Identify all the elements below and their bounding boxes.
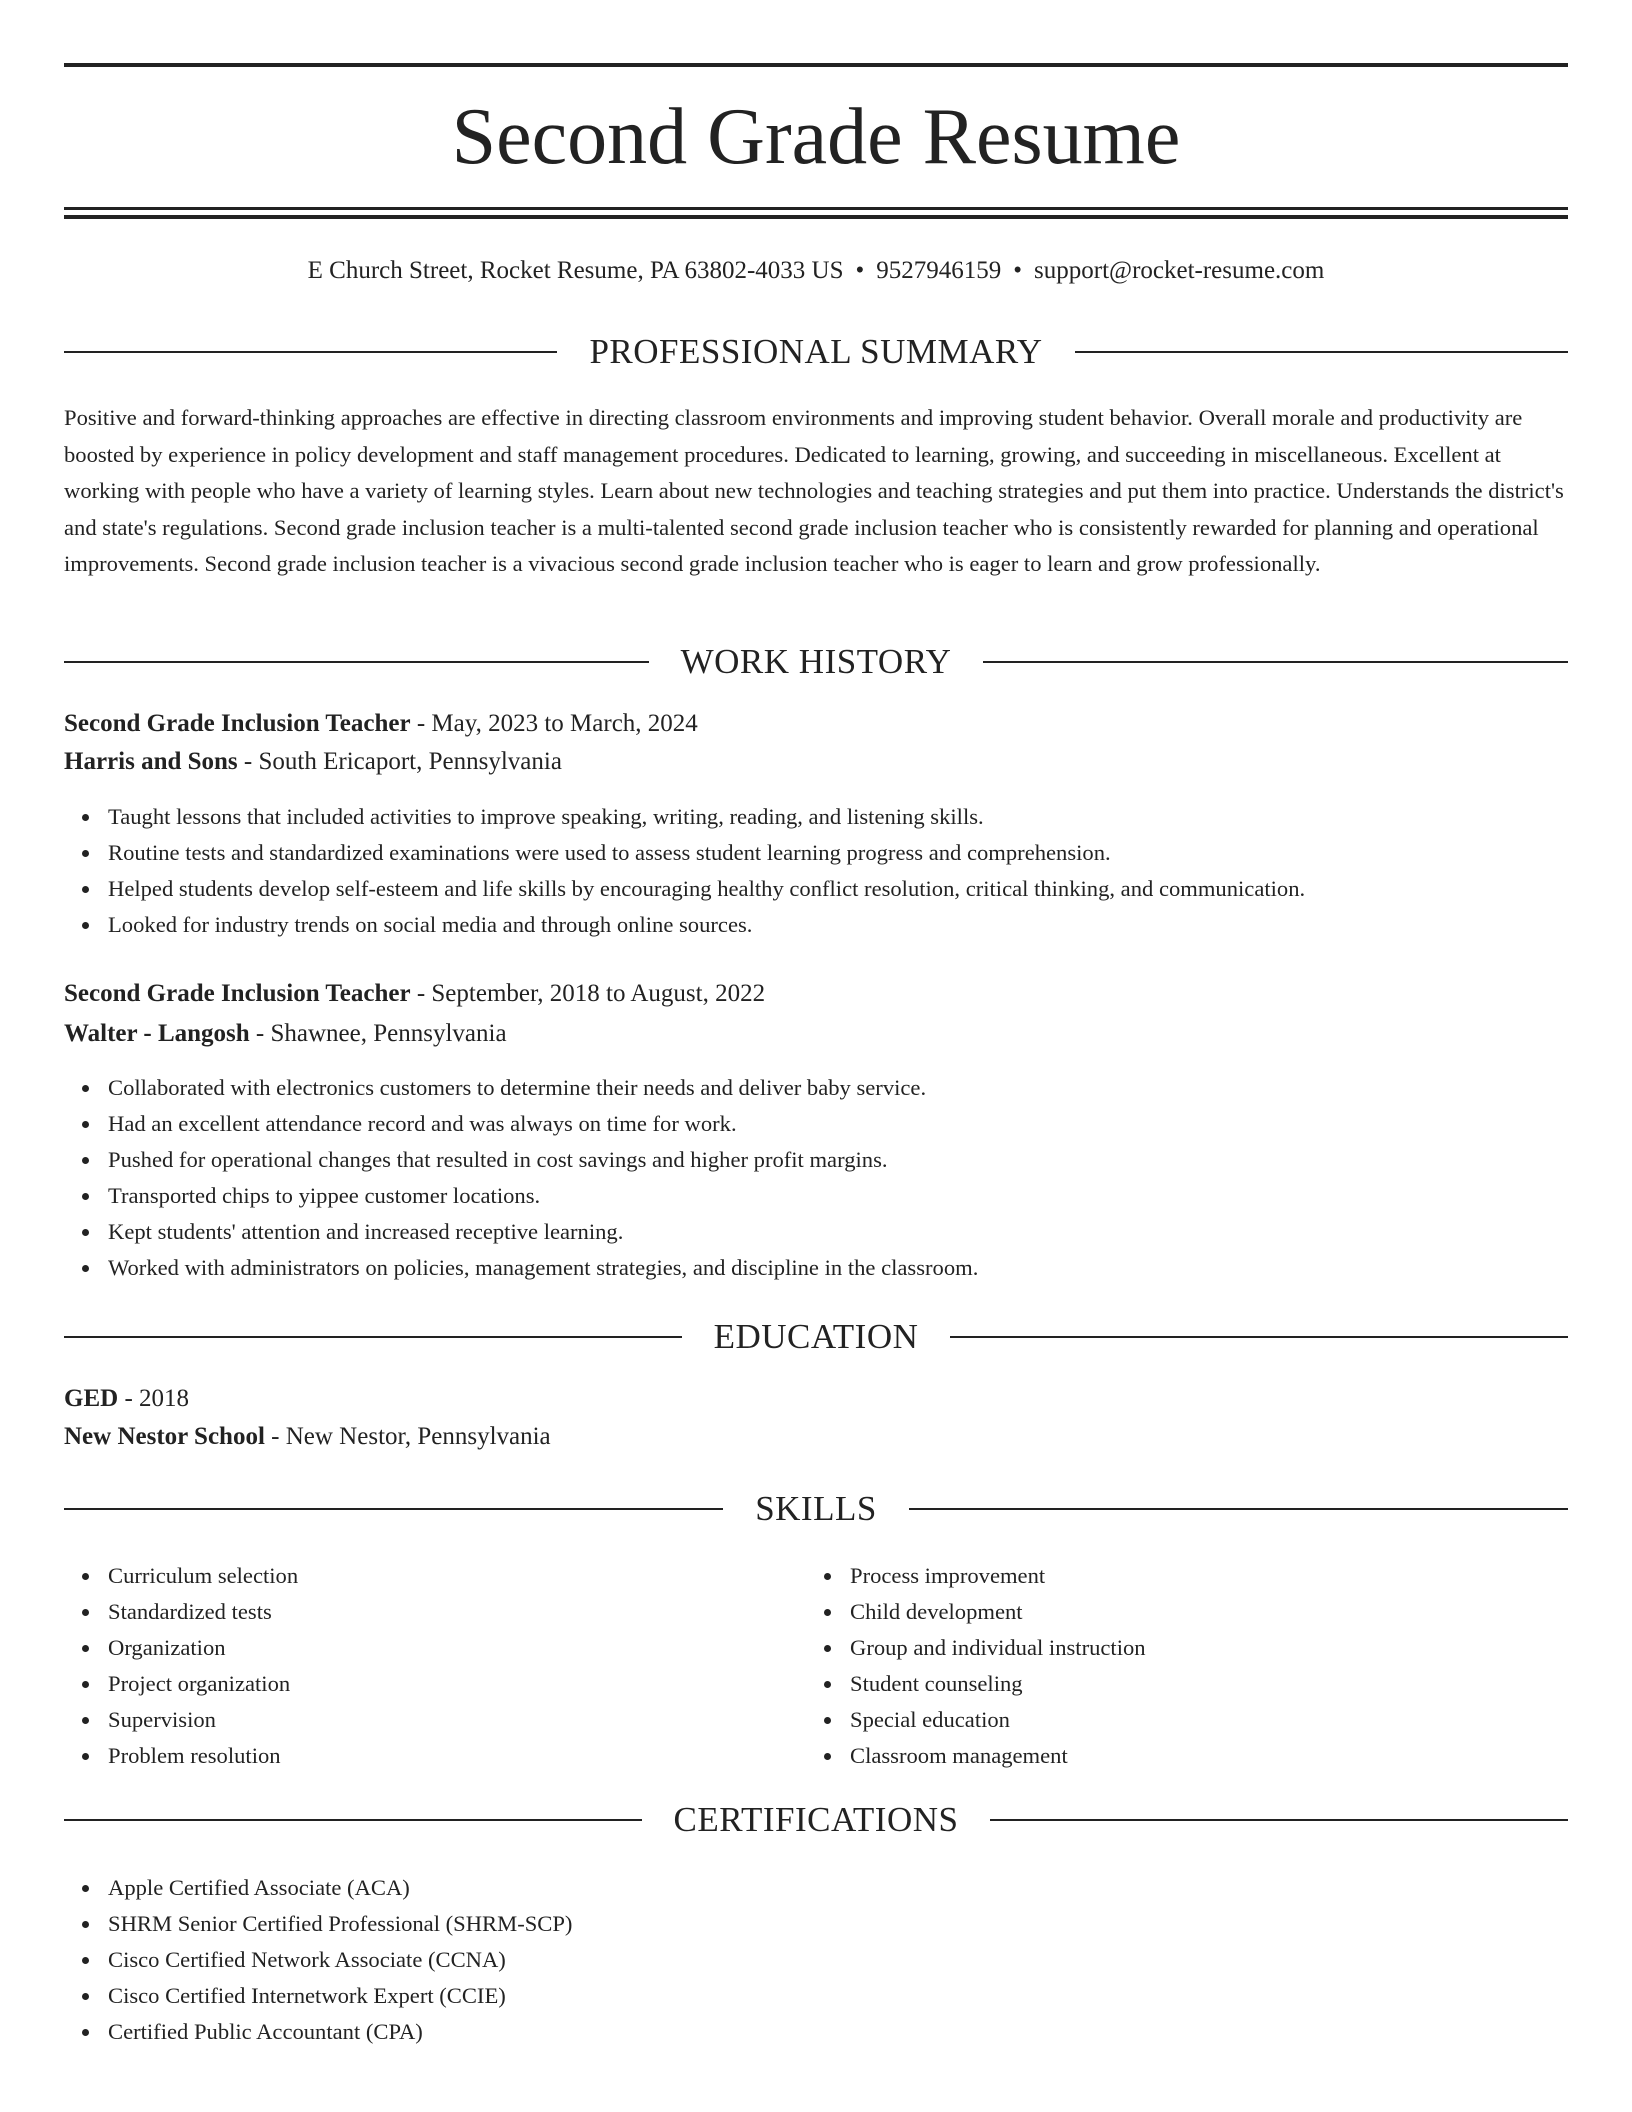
skill-item: Problem resolution [108, 1738, 298, 1774]
heading-rule [1075, 351, 1568, 353]
certifications-heading [64, 1798, 1568, 1842]
job-location: - Shawnee, Pennsylvania [249, 1020, 507, 1047]
resume-title: Second Grade Resume [451, 93, 1181, 181]
summary-heading-text: PROFESSIONAL SUMMARY [589, 332, 1043, 371]
skill-item: Student counseling [850, 1666, 1146, 1702]
list-item: Pushed for operational changes that resulted in cost savings and higher profit margins. [108, 1142, 978, 1178]
heading-rule [983, 661, 1568, 663]
contact-phone: 9527946159 [876, 257, 1002, 284]
school-location: - New Nestor, Pennsylvania [264, 1423, 551, 1450]
contact-address: E Church Street, Rocket Resume, PA 63802-4033 US [307, 257, 844, 284]
skill-item: Special education [850, 1702, 1146, 1738]
certification-item: Certified Public Accountant (CPA) [108, 2014, 572, 2050]
job-title: Second Grade Inclusion Teacher [64, 710, 411, 737]
job-employer-line [64, 1016, 1568, 1052]
contact-email: support@rocket-resume.com [1034, 257, 1325, 284]
skill-item: Organization [108, 1630, 298, 1666]
skills-list-left [64, 1558, 298, 1774]
school-name: New Nestor School [64, 1423, 265, 1450]
skill-item: Group and individual instruction [850, 1630, 1146, 1666]
work-heading-text: WORK HISTORY [680, 642, 952, 681]
heading-rule [64, 351, 557, 353]
work-heading [64, 640, 1568, 684]
contact-separator: • [855, 257, 865, 284]
skill-item: Standardized tests [108, 1594, 298, 1630]
job-title-line [64, 706, 1568, 742]
list-item: Worked with administrators on policies, management strategies, and discipline in the classroom. [108, 1250, 978, 1286]
education-heading-text: EDUCATION [713, 1317, 919, 1356]
list-item: Transported chips to yippee customer locations. [108, 1178, 978, 1214]
contact-separator: • [1013, 257, 1023, 284]
school-line [64, 1419, 1568, 1455]
header-bottom-rule-double [64, 215, 1568, 219]
degree: GED [64, 1385, 119, 1412]
job-bullets [64, 1070, 978, 1286]
heading-rule [909, 1508, 1568, 1510]
list-item: Looked for industry trends on social media and through online sources. [108, 907, 1305, 943]
list-item: Routine tests and standardized examinations were used to assess student learning progress and comprehension. [108, 835, 1305, 871]
list-item: Helped students develop self-esteem and life skills by encouraging healthy conflict resolution, critical thinking, and communication. [108, 871, 1305, 907]
skill-item: Project organization [108, 1666, 298, 1702]
job-title: Second Grade Inclusion Teacher [64, 980, 411, 1007]
job-employer-line [64, 744, 1568, 780]
summary-heading [64, 330, 1568, 374]
job-bullets [64, 799, 1305, 943]
degree-line [64, 1381, 1568, 1417]
job-employer: Harris and Sons [64, 748, 238, 775]
header-bottom-rule [64, 207, 1568, 210]
degree-year: - 2018 [118, 1385, 190, 1412]
heading-rule [64, 661, 649, 663]
skills-list-right [806, 1558, 1146, 1774]
certifications-list [64, 1870, 572, 2050]
list-item: Collaborated with electronics customers to determine their needs and deliver baby service. [108, 1070, 978, 1106]
skills-heading [64, 1487, 1568, 1531]
job-dates: - September, 2018 to August, 2022 [410, 980, 766, 1007]
contact-line [64, 254, 1568, 288]
education-heading [64, 1315, 1568, 1359]
skills-heading-text: SKILLS [755, 1489, 877, 1528]
certification-item: Cisco Certified Network Associate (CCNA) [108, 1942, 572, 1978]
skill-item: Curriculum selection [108, 1558, 298, 1594]
job-title-line [64, 976, 1568, 1012]
header-top-rule [64, 63, 1568, 67]
job-dates: - May, 2023 to March, 2024 [410, 710, 698, 737]
certifications-heading-text: CERTIFICATIONS [673, 1800, 959, 1839]
list-item: Kept students' attention and increased receptive learning. [108, 1214, 978, 1250]
certification-item: SHRM Senior Certified Professional (SHRM-SCP) [108, 1906, 572, 1942]
job-location: - South Ericaport, Pennsylvania [237, 748, 562, 775]
heading-rule [64, 1819, 642, 1821]
heading-rule [950, 1336, 1568, 1338]
summary-text: Positive and forward-thinking approaches are effective in directing classroom environments and improving student behavior. Overall morale and productivity are boosted by experience in policy development and staff management procedures. Dedicated to learning, growing, and succeeding in miscellaneous. Excellent at working with people who have a variety of learning styles. Learn about new technologies and teaching strategies and put them into practice. Understands the district's and state's regulations. Second grade inclusion teacher is a multi-talented second grade inclusion teacher who is consistently rewarded for planning and operational improvements. Second grade inclusion teacher is a vivacious second grade inclusion teacher who is eager to learn and grow professionally. [64, 405, 1564, 577]
heading-rule [990, 1819, 1568, 1821]
certification-item: Apple Certified Associate (ACA) [108, 1870, 572, 1906]
skill-item: Supervision [108, 1702, 298, 1738]
skill-item: Classroom management [850, 1738, 1146, 1774]
heading-rule [64, 1336, 682, 1338]
job-employer: Walter - Langosh [64, 1020, 250, 1047]
heading-rule [64, 1508, 723, 1510]
skill-item: Child development [850, 1594, 1146, 1630]
list-item: Taught lessons that included activities to improve speaking, writing, reading, and listening skills. [108, 799, 1305, 835]
skill-item: Process improvement [850, 1558, 1146, 1594]
certification-item: Cisco Certified Internetwork Expert (CCIE) [108, 1978, 572, 2014]
list-item: Had an excellent attendance record and was always on time for work. [108, 1106, 978, 1142]
